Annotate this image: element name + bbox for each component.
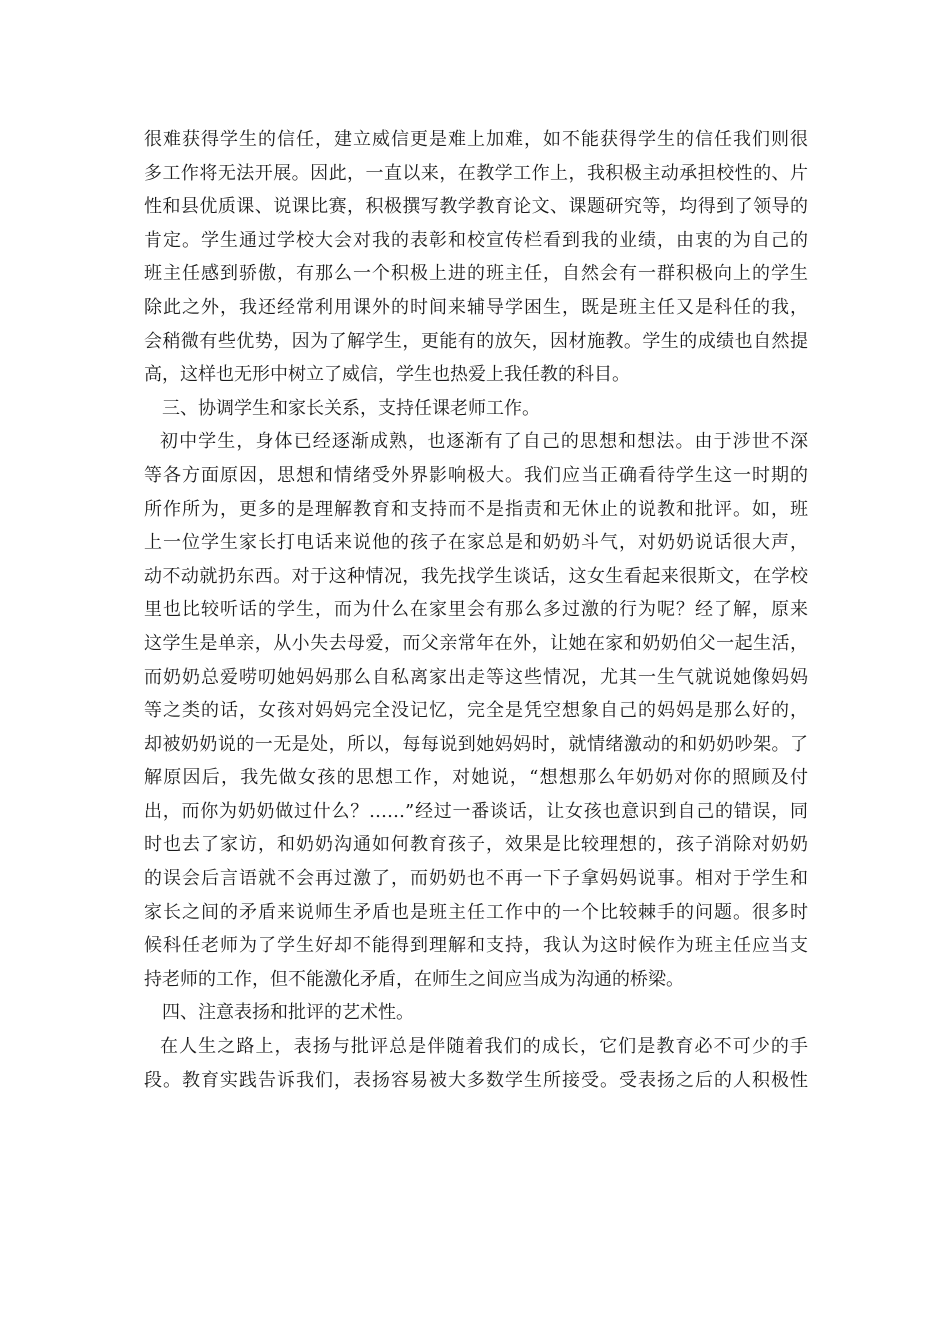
section-heading — [144, 392, 808, 426]
text-line: 所作所为，更多的是理解教育和支持而不是指责和无休止的说教和批评。如，班 — [144, 498, 808, 520]
text-line: 等各方面原因，思想和情绪受外界影响极大。我们应当正确看待学生这一时期的 — [144, 464, 808, 486]
text-line: 里也比较听话的学生，而为什么在家里会有那么多过激的行为呢？经了解，原来 — [144, 599, 808, 621]
text-line: 时也去了家访，和奶奶沟通如何教育孩子，效果是比较理想的，孩子消除对奶奶 — [144, 834, 808, 856]
paragraph — [144, 425, 808, 996]
text-line: 却被奶奶说的一无是处，所以，每每说到她妈妈时，就情绪激动的和奶奶吵架。了 — [144, 733, 808, 755]
text-line: 段。教育实践告诉我们，表扬容易被大多数学生所接受。受表扬之后的人积极性 — [144, 1069, 808, 1091]
text-line: 候科任老师为了学生好却不能得到理解和支持，我认为这时候作为班主任应当支 — [144, 935, 808, 957]
section-heading — [144, 996, 808, 1030]
text-line: 性和县优质课、说课比赛，积极撰写教学教育论文、课题研究等，均得到了领导的 — [144, 196, 808, 218]
text-line: 初中学生，身体已经逐渐成熟，也逐渐有了自己的思想和想法。由于涉世不深 — [160, 431, 808, 453]
text-line: 会稍微有些优势，因为了解学生，更能有的放矢，因材施教。学生的成绩也自然提 — [144, 330, 808, 352]
text-line: 除此之外，我还经常利用课外的时间来辅导学困生，既是班主任又是科任的我， — [144, 296, 808, 318]
text-line: 持老师的工作，但不能激化矛盾，在师生之间应当成为沟通的桥梁。 — [144, 968, 684, 990]
text-line: 高，这样也无形中树立了威信，学生也热爱上我任教的科目。 — [144, 364, 630, 386]
text-line: 的误会后言语就不会再过激了，而奶奶也不再一下子拿妈妈说事。相对于学生和 — [144, 868, 808, 890]
text-line: 而奶奶总爱唠叨她妈妈那么自私离家出走等这些情况，尤其一生气就说她像妈妈 — [144, 666, 808, 688]
text-line: 肯定。学生通过学校大会对我的表彰和校宣传栏看到我的业绩，由衷的为自己的 — [144, 229, 808, 251]
text-line: 班主任感到骄傲，有那么一个积极上进的班主任，自然会有一群积极向上的学生 — [144, 263, 808, 285]
section-heading-text: 四、注意表扬和批评的艺术性。 — [162, 1002, 414, 1024]
document-body — [144, 123, 808, 1097]
text-line: 解原因后，我先做女孩的思想工作，对她说，“想想那么年奶奶对你的照顾及付 — [144, 767, 808, 789]
text-line: 在人生之路上，表扬与批评总是伴随着我们的成长，它们是教育必不可少的手 — [160, 1036, 808, 1058]
text-line: 动不动就扔东西。对于这种情况，我先找学生谈话，这女生看起来很斯文，在学校 — [144, 565, 808, 587]
text-line: 上一位学生家长打电话来说他的孩子在家总是和奶奶斗气，对奶奶说话很大声， — [144, 532, 808, 554]
paragraph — [144, 1030, 808, 1097]
text-line: 等之类的话，女孩对妈妈完全没记忆，完全是凭空想象自己的妈妈是那么好的， — [144, 700, 808, 722]
text-line: 多工作将无法开展。因此，一直以来，在教学工作上，我积极主动承担校性的、片 — [144, 162, 808, 184]
text-line: 很难获得学生的信任，建立威信更是难上加难，如不能获得学生的信任我们则很 — [144, 129, 808, 150]
text-line: 这学生是单亲，从小失去母爱，而父亲常年在外，让她在家和奶奶伯父一起生活， — [144, 632, 808, 654]
text-line: 出，而你为奶奶做过什么？……”经过一番谈话，让女孩也意识到自己的错误，同 — [144, 800, 808, 822]
section-heading-text: 三、协调学生和家长关系，支持任课老师工作。 — [162, 397, 540, 419]
text-line: 家长之间的矛盾来说师生矛盾也是班主任工作中的一个比较棘手的问题。很多时 — [144, 901, 808, 923]
paragraph — [144, 123, 808, 392]
